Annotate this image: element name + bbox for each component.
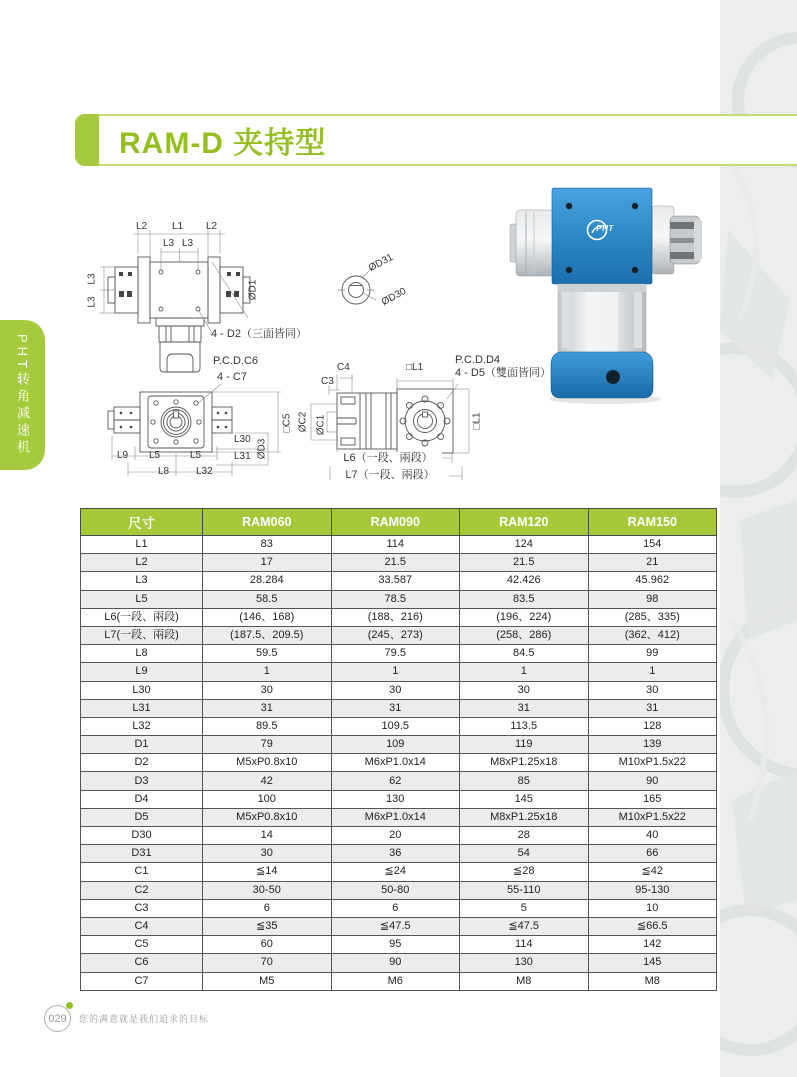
dimension-value-cell: 30	[331, 681, 460, 699]
dimension-value-cell: (188、216)	[331, 608, 460, 626]
dimension-value-cell: 59.5	[203, 645, 332, 663]
dimension-label-cell: C1	[81, 863, 203, 881]
dimension-value-cell: 33.587	[331, 572, 460, 590]
dimension-label-cell: L8	[81, 645, 203, 663]
dimension-value-cell: (258、286)	[460, 626, 589, 644]
table-row	[81, 954, 717, 972]
dimension-value-cell: 165	[588, 790, 717, 808]
dimension-value-cell: (187.5、209.5)	[203, 626, 332, 644]
dimension-value-cell: 28.284	[203, 572, 332, 590]
dimension-label-cell: L3	[81, 572, 203, 590]
dimension-value-cell: 20	[331, 827, 460, 845]
dimension-value-cell: 90	[331, 954, 460, 972]
dimension-value-cell: 130	[331, 790, 460, 808]
table-row	[81, 554, 717, 572]
page-number-dot-icon	[66, 1002, 73, 1009]
dimension-value-cell: 31	[331, 699, 460, 717]
dimension-value-cell: 70	[203, 954, 332, 972]
dim-label-c3: C3	[321, 376, 334, 387]
dimension-label-cell: L31	[81, 699, 203, 717]
dimension-value-cell: 54	[460, 845, 589, 863]
dim-label-l5-left: L5	[149, 450, 161, 461]
table-row	[81, 663, 717, 681]
dimension-value-cell: M10xP1.5x22	[588, 754, 717, 772]
dimension-value-cell: 6	[203, 899, 332, 917]
col-header-ram120: RAM120	[460, 509, 589, 536]
table-row	[81, 754, 717, 772]
dim-label-c2: ØC2	[297, 411, 309, 433]
dimension-value-cell: 78.5	[331, 590, 460, 608]
dimension-label-cell: L30	[81, 681, 203, 699]
dim-label-l1-right: □L1	[471, 412, 483, 430]
table-row	[81, 790, 717, 808]
dimension-value-cell: 1	[460, 663, 589, 681]
dimension-value-cell: 128	[588, 717, 717, 735]
sidebar-series-tab	[0, 320, 45, 470]
dimension-label-cell: L5	[81, 590, 203, 608]
dim-note-pcd-d4: P.C.D.D4	[455, 354, 501, 366]
dim-label-l2-left: L2	[136, 221, 148, 232]
brand-logo: PHT	[596, 224, 614, 233]
table-row	[81, 917, 717, 935]
spec-table-body	[81, 536, 717, 991]
dim-label-l3-side-top: L3	[86, 273, 98, 285]
dimension-value-cell: 30	[460, 681, 589, 699]
dimension-label-cell: C2	[81, 881, 203, 899]
dimension-label-cell: C5	[81, 936, 203, 954]
dimension-value-cell: 30-50	[203, 881, 332, 899]
dimension-value-cell: 62	[331, 772, 460, 790]
dimension-value-cell: 40	[588, 827, 717, 845]
dimension-value-cell: 95-130	[588, 881, 717, 899]
dimension-label-cell: D5	[81, 808, 203, 826]
table-row	[81, 899, 717, 917]
dimension-label-cell: C7	[81, 972, 203, 990]
table-row	[81, 808, 717, 826]
dim-label-d1: ØD1	[247, 279, 259, 301]
table-row	[81, 827, 717, 845]
dimension-value-cell: 109	[331, 736, 460, 754]
dimension-value-cell: 90	[588, 772, 717, 790]
dim-label-l8: L8	[158, 466, 170, 477]
dimension-value-cell: 145	[460, 790, 589, 808]
dimension-value-cell: 83.5	[460, 590, 589, 608]
dimension-value-cell: 95	[331, 936, 460, 954]
dimension-value-cell: 109.5	[331, 717, 460, 735]
section-header-bar	[75, 114, 797, 166]
dim-label-d3: ØD3	[256, 438, 268, 460]
dim-note-d5: 4 - D5（雙面皆同）	[455, 367, 551, 379]
dimension-label-cell: C6	[81, 954, 203, 972]
dimension-value-cell: M6xP1.0x14	[331, 754, 460, 772]
table-row	[81, 881, 717, 899]
table-row	[81, 717, 717, 735]
dimension-label-cell: L6(一段、兩段)	[81, 608, 203, 626]
dimension-value-cell: 119	[460, 736, 589, 754]
dimension-value-cell: 36	[331, 845, 460, 863]
dimension-value-cell: 30	[203, 681, 332, 699]
dim-label-c5: □C5	[281, 413, 293, 433]
col-header-ram090: RAM090	[331, 509, 460, 536]
table-row	[81, 590, 717, 608]
dimension-value-cell: 10	[588, 899, 717, 917]
dim-note-pcd-c6: P.C.D.C6	[213, 355, 259, 367]
dim-label-l3-side-bottom: L3	[86, 296, 98, 308]
dim-label-l3-top-right: L3	[182, 238, 194, 249]
dimension-value-cell: 45.962	[588, 572, 717, 590]
technical-drawings	[75, 185, 535, 500]
dimension-value-cell: 1	[331, 663, 460, 681]
dimension-value-cell: ≦47.5	[331, 917, 460, 935]
dimension-value-cell: 31	[588, 699, 717, 717]
table-row	[81, 608, 717, 626]
dimension-value-cell: 89.5	[203, 717, 332, 735]
dimension-value-cell: 21.5	[331, 554, 460, 572]
dimension-value-cell: 114	[331, 536, 460, 554]
dimension-value-cell: 154	[588, 536, 717, 554]
dimension-value-cell: 55-110	[460, 881, 589, 899]
dimension-value-cell: (146、168)	[203, 608, 332, 626]
table-row	[81, 681, 717, 699]
dimension-value-cell: 145	[588, 954, 717, 972]
dimension-value-cell: 1	[588, 663, 717, 681]
dimension-value-cell: 98	[588, 590, 717, 608]
table-row	[81, 572, 717, 590]
dim-label-l7: L7（一段、兩段）	[331, 469, 449, 481]
table-row	[81, 772, 717, 790]
dimension-value-cell: ≦35	[203, 917, 332, 935]
product-photo	[505, 178, 710, 406]
dimension-value-cell: ≦42	[588, 863, 717, 881]
dimension-value-cell: 31	[203, 699, 332, 717]
dimension-value-cell: 60	[203, 936, 332, 954]
dim-label-l1-top: □L1	[406, 362, 424, 373]
dimension-value-cell: M6xP1.0x14	[331, 808, 460, 826]
dimension-value-cell: (196、224)	[460, 608, 589, 626]
dimension-value-cell: 66	[588, 845, 717, 863]
dim-label-l9: L9	[117, 450, 129, 461]
dim-label-c4: C4	[337, 362, 350, 373]
sidebar-series-label: PHT转角减速机	[15, 333, 30, 457]
dimension-value-cell: 28	[460, 827, 589, 845]
dimension-value-cell: 21.5	[460, 554, 589, 572]
dimension-value-cell: (285、335)	[588, 608, 717, 626]
dimension-label-cell: D31	[81, 845, 203, 863]
dimension-label-cell: L32	[81, 717, 203, 735]
dimension-value-cell: 58.5	[203, 590, 332, 608]
table-row	[81, 536, 717, 554]
dimension-value-cell: 42	[203, 772, 332, 790]
dimension-value-cell: 100	[203, 790, 332, 808]
dimension-value-cell: 114	[460, 936, 589, 954]
dim-label-l3-top-left: L3	[163, 238, 175, 249]
dimension-value-cell: M8xP1.25x18	[460, 754, 589, 772]
dimension-value-cell: 42.426	[460, 572, 589, 590]
dimension-value-cell: 17	[203, 554, 332, 572]
dimension-value-cell: 139	[588, 736, 717, 754]
dimension-value-cell: ≦24	[331, 863, 460, 881]
dim-label-l2-right: L2	[206, 221, 218, 232]
dim-label-l30: L30	[234, 434, 251, 445]
dimension-value-cell: 50-80	[331, 881, 460, 899]
dimension-value-cell: 99	[588, 645, 717, 663]
dimension-value-cell: M6	[331, 972, 460, 990]
dimension-label-cell: L1	[81, 536, 203, 554]
page-number: 029	[48, 1012, 67, 1025]
dimension-value-cell: 21	[588, 554, 717, 572]
table-row	[81, 699, 717, 717]
dim-label-c1: ØC1	[315, 414, 327, 436]
dimension-value-cell: (245、273)	[331, 626, 460, 644]
dimension-value-cell: (362、412)	[588, 626, 717, 644]
dimension-value-cell: 79.5	[331, 645, 460, 663]
table-row	[81, 645, 717, 663]
spec-table-head	[81, 509, 717, 536]
dimension-label-cell: D1	[81, 736, 203, 754]
dimension-value-cell: 142	[588, 936, 717, 954]
dimension-label-cell: L9	[81, 663, 203, 681]
dimension-value-cell: M5xP0.8x10	[203, 754, 332, 772]
table-row	[81, 845, 717, 863]
dim-label-d30: ØD30	[379, 286, 409, 308]
dim-label-d31: ØD31	[366, 252, 396, 274]
dim-label-l6: L6（一段、兩段）	[334, 452, 442, 464]
dimension-label-cell: L7(一段、兩段)	[81, 626, 203, 644]
dimension-value-cell: M5xP0.8x10	[203, 808, 332, 826]
dimension-value-cell: 1	[203, 663, 332, 681]
dimension-label-cell: D2	[81, 754, 203, 772]
dimension-value-cell: M5	[203, 972, 332, 990]
page-title: RAM-D 夹持型	[119, 127, 327, 160]
dimension-value-cell: 85	[460, 772, 589, 790]
table-row	[81, 972, 717, 990]
dimension-value-cell: 84.5	[460, 645, 589, 663]
page-number-badge	[44, 1005, 71, 1032]
dimension-label-cell: D4	[81, 790, 203, 808]
dim-label-l5-right: L5	[190, 450, 202, 461]
dimension-value-cell: 83	[203, 536, 332, 554]
dim-label-l31: L31	[234, 451, 251, 462]
dimension-value-cell: 124	[460, 536, 589, 554]
header-accent-block	[75, 114, 99, 166]
table-row	[81, 863, 717, 881]
dimension-value-cell: 113.5	[460, 717, 589, 735]
table-row	[81, 936, 717, 954]
dimension-value-cell: 6	[331, 899, 460, 917]
dim-note-c7: 4 - C7	[217, 371, 247, 383]
footer-slogan: 您的满意就是我们追求的目标	[79, 1014, 210, 1024]
dimension-label-cell: C4	[81, 917, 203, 935]
dimension-label-cell: D3	[81, 772, 203, 790]
dimension-value-cell: 30	[203, 845, 332, 863]
dim-label-l1: L1	[172, 221, 184, 232]
dimension-value-cell: 31	[460, 699, 589, 717]
dim-note-d2: 4 - D2（三面皆同）	[211, 328, 307, 340]
dimension-value-cell: ≦14	[203, 863, 332, 881]
dimension-value-cell: 79	[203, 736, 332, 754]
dimension-value-cell: 5	[460, 899, 589, 917]
dimension-value-cell: M8	[588, 972, 717, 990]
dimension-value-cell: 30	[588, 681, 717, 699]
dimension-label-cell: C3	[81, 899, 203, 917]
dimension-value-cell: ≦66.5	[588, 917, 717, 935]
table-row	[81, 736, 717, 754]
dimension-value-cell: 14	[203, 827, 332, 845]
dimension-value-cell: ≦28	[460, 863, 589, 881]
dimension-value-cell: M8xP1.25x18	[460, 808, 589, 826]
spec-table	[80, 508, 717, 991]
dimension-label-cell: L2	[81, 554, 203, 572]
col-header-dimension: 尺寸	[81, 509, 203, 536]
dimension-value-cell: M8	[460, 972, 589, 990]
dimension-value-cell: M10xP1.5x22	[588, 808, 717, 826]
dim-label-l32: L32	[196, 466, 213, 477]
col-header-ram150: RAM150	[588, 509, 717, 536]
dimension-label-cell: D30	[81, 827, 203, 845]
dimension-value-cell: ≦47.5	[460, 917, 589, 935]
table-row	[81, 626, 717, 644]
dimension-value-cell: 130	[460, 954, 589, 972]
col-header-ram060: RAM060	[203, 509, 332, 536]
